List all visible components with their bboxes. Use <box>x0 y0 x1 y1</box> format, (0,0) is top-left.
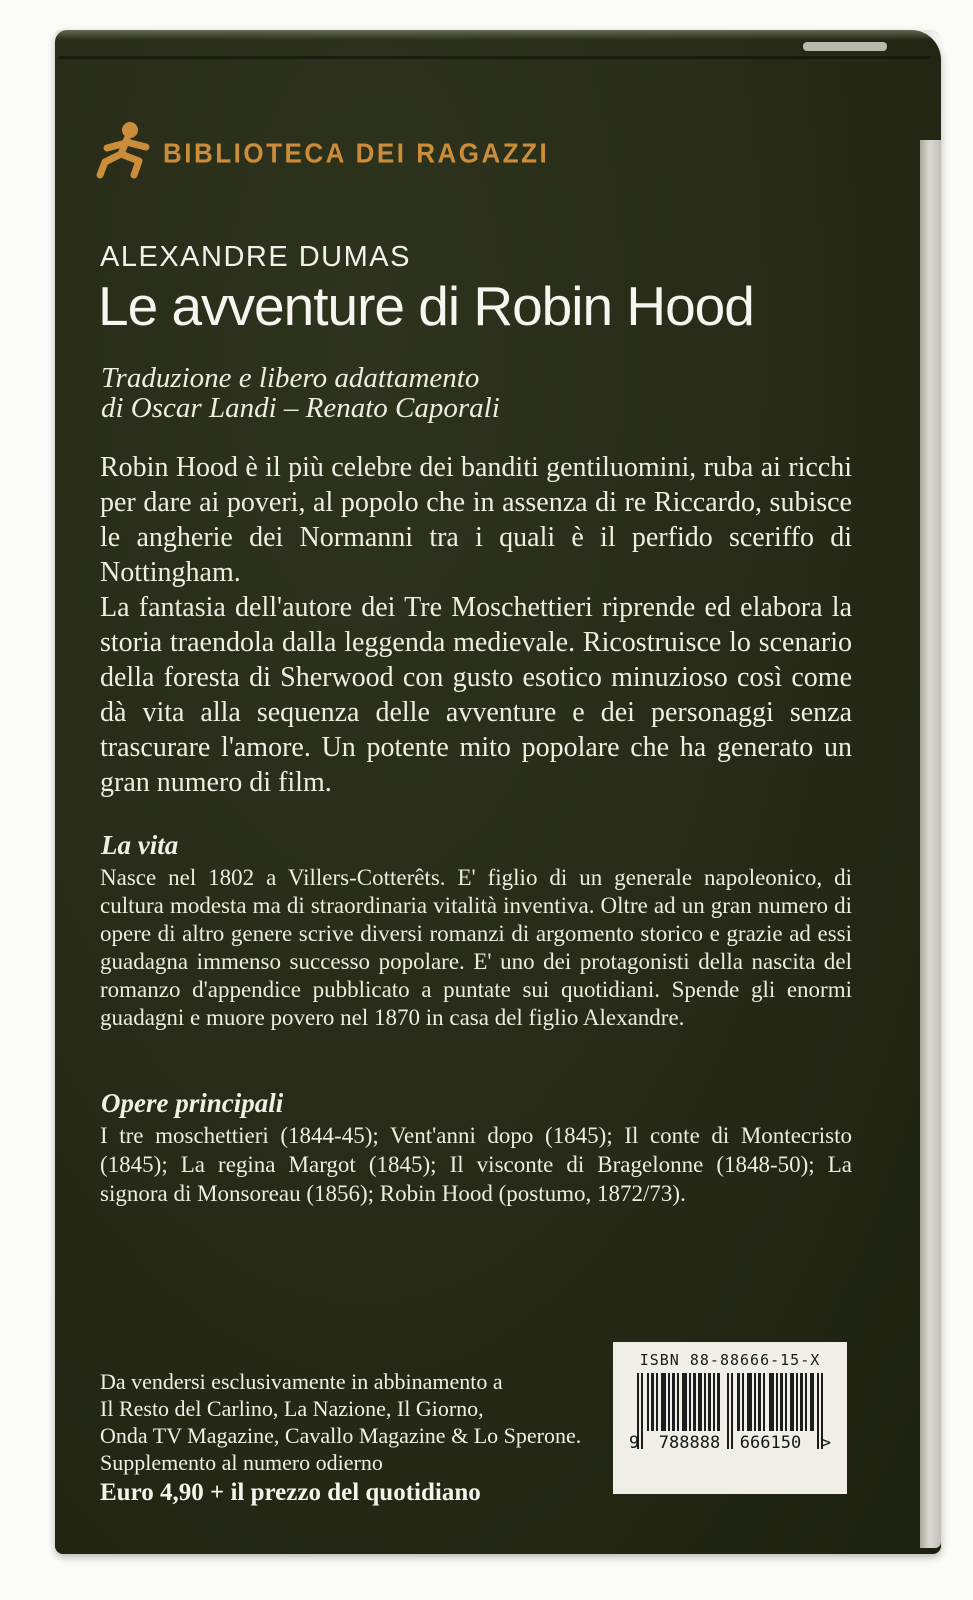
biography-text: Nasce nel 1802 a Villers-Cotterêts. E' figlio di un generale napoleonico, di cultura modesta ma di straordinaria vitalità inventiva. Oltre ad un gran numero di opere di altro genere scrive diversi romanzi di argomento storico e grazie ad essi guadagna immenso successo popolare. E' uno dei protagonisti della nascita del romanzo d'appendice pubblicato a puntate sui quotidiani. Spende gli enormi guadagni e muore povero nel 1870 in casa del figlio Alexandre. <box>100 865 852 1030</box>
isbn-label: ISBN 88-88666-15-X <box>639 1351 821 1369</box>
barcode-panel <box>613 1342 847 1494</box>
works-heading: Opere principali <box>101 1088 284 1118</box>
series-logo-text: BIBLIOTECA DEI RAGAZZI <box>163 136 550 170</box>
page-block-edge <box>920 140 941 1548</box>
sales-note <box>100 1368 620 1506</box>
subtitle-line-2: di Oscar Landi – Renato Caporali <box>101 392 500 424</box>
subtitle <box>101 363 500 423</box>
subtitle-line-1: Traduzione e libero adattamento <box>101 362 480 394</box>
biography-heading: La vita <box>101 830 179 860</box>
synopsis-paragraph-1: Robin Hood è il più celebre dei banditi gentiluomini, ruba ai ricchi per dare ai poveri, al popolo che in assenza di re Riccardo, subisce le angherie dei Normanni tra i quali è il perfido sceriffo di Nottingham. <box>100 452 852 588</box>
ean-digit-group: 788888 <box>658 1433 721 1453</box>
book-title: Le avventure di Robin Hood <box>98 275 754 337</box>
works-text: I tre moschettieri (1844-45); Vent'anni dopo (1845); Il conte di Montecristo (1845); La regina Margot (1845); Il visconte di Bragelonne (1848-50); La signora di Monsoreau (1856); Robin Hood (postumo, 1872/73). <box>100 1123 852 1206</box>
synopsis-paragraph-2: La fantasia dell'autore dei Tre Moschettieri riprende ed elabora la storia traendola dalla leggenda medievale. Ricostruisce lo scenario della foresta di Sherwood con gusto esotico minuzioso così come dà vita alla sequenza delle avventure e dei personaggi senza trascurare l'amore. Un potente mito popolare che ha generato un gran numero di film. <box>100 592 852 798</box>
price-line: Euro 4,90 + il prezzo del quotidiano <box>100 1479 481 1506</box>
sales-note-line-1: Da vendersi esclusivamente in abbinamento a <box>100 1369 503 1394</box>
synopsis <box>100 450 852 800</box>
sales-note-line-4: Supplemento al numero odierno <box>100 1450 383 1475</box>
ean-digits <box>627 1434 833 1452</box>
series-logo <box>93 120 549 187</box>
running-child-icon <box>93 120 159 187</box>
sales-note-line-3: Onda TV Magazine, Cavallo Magazine & Lo Sperone. <box>100 1423 582 1448</box>
ean-digit-group: > <box>820 1433 831 1453</box>
sales-note-line-2: Il Resto del Carlino, La Nazione, Il Giorno, <box>100 1396 484 1421</box>
ean-digit-group: 9 <box>629 1433 640 1453</box>
ean-digit-group: 666150 <box>739 1433 802 1453</box>
book-back-cover <box>55 30 941 1554</box>
author-name: ALEXANDRE DUMAS <box>100 241 411 273</box>
page-block-top-edge <box>803 42 887 51</box>
